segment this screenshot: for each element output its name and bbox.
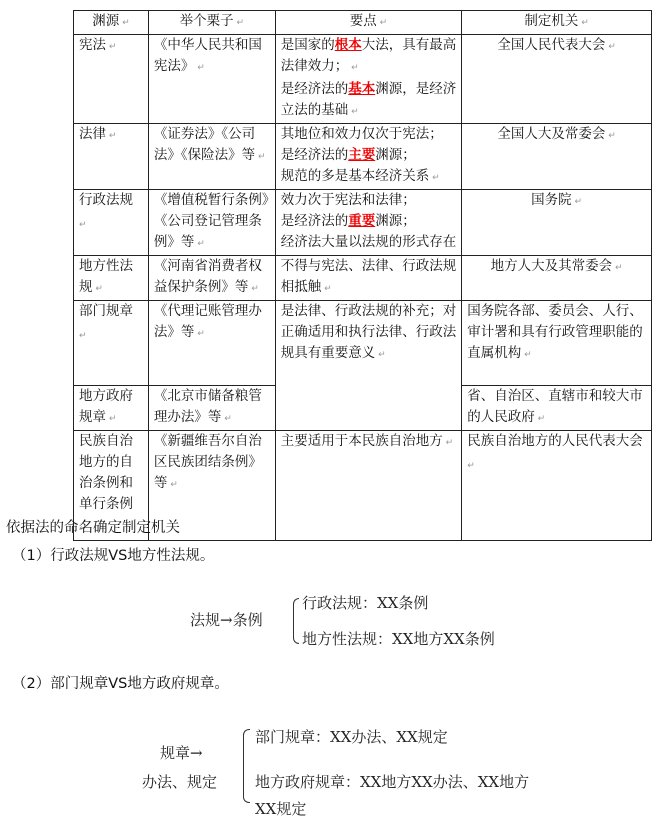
point-text: 效力次于宪法和法律； xyxy=(280,192,416,208)
point-text: 渊源； xyxy=(375,147,416,163)
point-highlight: 主要 xyxy=(348,147,376,163)
cell-points: 不得与宪法、法律、行政法规相抵触 ↵ xyxy=(275,256,462,301)
cell-body: 地方人大及其常委会 ↵ xyxy=(462,256,652,301)
notes-item-2: （2）部门规章VS地方政府规章。 xyxy=(12,676,229,692)
cell-points: 主要适用于本民族自治地方 ↵ xyxy=(275,431,462,541)
header-example: 举个栗子 ↵ xyxy=(148,11,275,35)
cell-points xyxy=(275,190,462,256)
header-source: 渊源 ↵ xyxy=(74,11,149,35)
cell-body: 全国人民代表大会 ↵ xyxy=(462,35,652,124)
cell-example: 《北京市储备粮管理办法》等 ↵ xyxy=(148,386,275,431)
diagram2-brace xyxy=(243,729,250,803)
cell-points xyxy=(275,35,462,124)
point-text: 是经济法的 xyxy=(280,81,349,97)
cell-source: 部门规章 ↵ xyxy=(74,301,149,386)
cell-example: 《增值税暂行条例》《公司登记管理条例》等 ↵ xyxy=(148,190,275,256)
diagram2-top: 部门规章：XX办法、XX规定 xyxy=(255,728,448,746)
point-text: 渊源，是经济立法的基础 xyxy=(280,81,457,118)
cell-example: 《证券法》《公司法》《保险法》等 ↵ xyxy=(148,124,275,190)
cell-points xyxy=(275,124,462,190)
cell-source: 地方政府规章 ↵ xyxy=(74,386,149,431)
diagram1-brace xyxy=(293,598,299,644)
table-row xyxy=(74,256,652,301)
cell-example: 《新疆维吾尔自治区民族团结条例》等 ↵ xyxy=(148,431,275,541)
cell-source: 民族自治地方的自治条例和单行条例 ↵ xyxy=(74,431,149,541)
point-text: 渊源； xyxy=(375,213,416,229)
point-text: 是经济法的 xyxy=(280,147,349,163)
point-text: 规范的多是基本经济关系 ↵ xyxy=(281,166,457,189)
diagram2-bottom: 地方政府规章：XX地方XX办法、XX地方 xyxy=(255,773,530,791)
notes-heading: 依据法的命名确定制定机关 xyxy=(6,520,180,536)
table-row xyxy=(74,301,652,386)
table-row xyxy=(74,190,652,256)
point-text: 其地位和效力仅次于宪法； xyxy=(280,126,443,142)
point-text: 大法，具有最高法律效力； xyxy=(280,37,457,74)
cell-body: 省、自治区、直辖市和较大市的人民政府 ↵ xyxy=(462,386,652,431)
point-text: 是国家的 xyxy=(280,37,335,53)
cell-body: 全国人大及常委会 ↵ xyxy=(462,124,652,190)
header-points: 要点 ↵ xyxy=(275,11,462,35)
diagram2-left-1: 规章→ xyxy=(160,744,203,762)
cell-example: 《代理记账管理办法》等 ↵ xyxy=(148,301,275,386)
cell-body: 民族自治地方的人民代表大会 ↵ xyxy=(462,431,652,541)
point-highlight: 基本 xyxy=(348,81,376,97)
diagram1-left: 法规→条例 xyxy=(190,611,263,629)
cell-source: 法律 ↵ xyxy=(74,124,149,190)
diagram1-bottom: 地方性法规：XX地方XX条例 xyxy=(302,630,495,648)
cell-body: 国务院各部、委员会、人行、审计署和具有行政管理职能的直属机构 ↵ xyxy=(462,301,652,386)
cell-example: 《河南省消费者权益保护条例》等 ↵ xyxy=(148,256,275,301)
law-sources-table xyxy=(73,10,652,541)
diagram2-bottom-cont: XX规定 xyxy=(255,800,307,818)
cell-source: 行政法规 ↵ xyxy=(74,190,149,256)
diagram2-left-2: 办法、规定 xyxy=(142,773,218,791)
point-highlight: 根本 xyxy=(334,37,362,53)
point-highlight: 重要 xyxy=(348,213,376,229)
table-row xyxy=(74,124,652,190)
cell-points: 是法律、行政法规的补充；对正确适用和执行法律、行政法规具有重要意义 ↵ xyxy=(275,301,462,431)
point-text: 是经济法的 xyxy=(280,213,349,229)
diagram1-top: 行政法规：XX条例 xyxy=(302,594,429,612)
table-row xyxy=(74,35,652,124)
header-body: 制定机关 ↵ xyxy=(462,11,652,35)
notes-item-1: （1）行政法规VS地方性法规。 xyxy=(12,548,215,564)
table-header-row xyxy=(74,11,652,35)
point-text: 经济法大量以法规的形式存在 xyxy=(280,234,457,250)
cell-source: 地方性法规 ↵ xyxy=(74,256,149,301)
cell-body: 国务院 ↵ xyxy=(462,190,652,256)
cell-source: 宪法 ↵ xyxy=(74,35,149,124)
cell-example: 《中华人民共和国宪法》 ↵ xyxy=(148,35,275,124)
